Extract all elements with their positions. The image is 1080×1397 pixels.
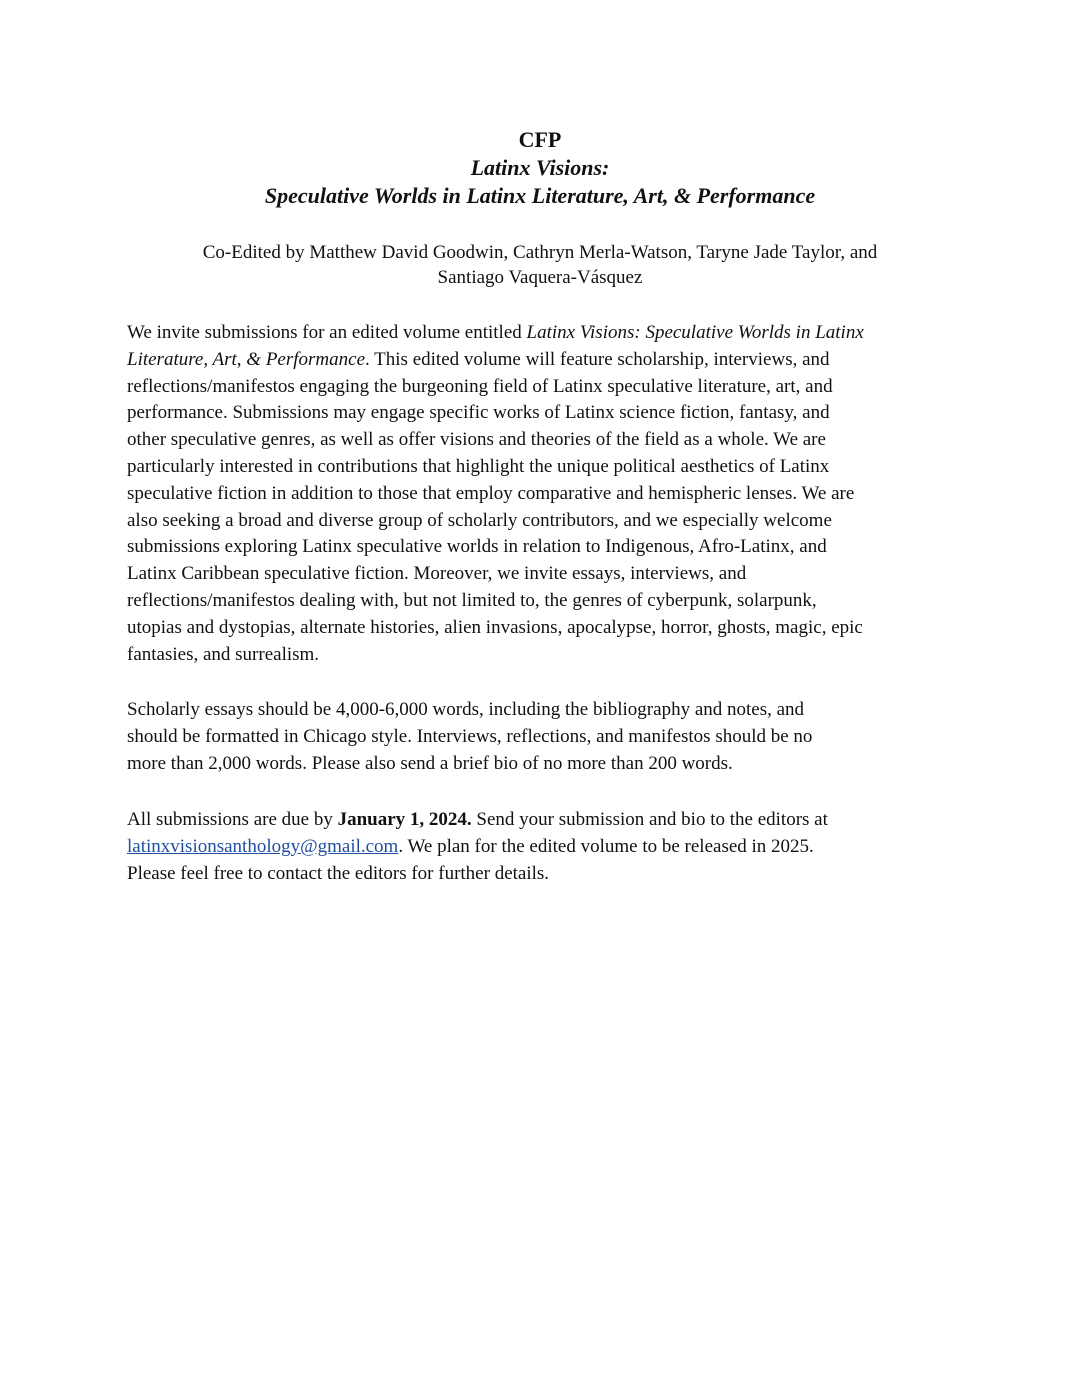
intro-line: speculative fiction in addition to those that employ comparative and hemispheric lenses. We are (127, 482, 855, 504)
intro-line: other speculative genres, as well as offer visions and theories of the field as a whole. We are (127, 429, 826, 451)
deadline-paragraph (127, 807, 967, 887)
editors-line-1: Co-Edited by Matthew David Goodwin, Cathryn Merla-Watson, Taryne Jade Taylor, and (202, 242, 878, 263)
guidelines-line: more than 2,000 words. Please also send a brief bio of no more than 200 words. (127, 752, 733, 774)
guidelines-line: Scholarly essays should be 4,000-6,000 words, including the bibliography and notes, and (127, 699, 805, 720)
deadline-text: Send your submission and bio to the editors at (471, 809, 828, 830)
intro-line: utopias and dystopias, alternate histories, alien invasions, apocalypse, horror, ghosts, magic, epic (127, 616, 863, 638)
volume-subtitle: Speculative Worlds in Latinx Literature, Art, & Performance (264, 183, 816, 208)
deadline-text: All submissions are due by (127, 809, 338, 830)
intro-line: submissions exploring Latinx speculative worlds in relation to Indigenous, Afro-Latinx, and (127, 536, 827, 558)
release-text: . We plan for the edited volume to be released in 2025. (398, 835, 814, 857)
deadline-line (127, 807, 967, 834)
intro-line: fantasies, and surrealism. (127, 643, 320, 665)
intro-title-italic: Latinx Visions: Speculative Worlds in Latinx (526, 322, 864, 343)
intro-line: also seeking a broad and diverse group of scholarly contributors, and we especially welcome (127, 509, 832, 531)
intro-line: reflections/manifestos engaging the burgeoning field of Latinx speculative literature, art, and (127, 375, 833, 397)
guidelines-line: should be formatted in Chicago style. Interviews, reflections, and manifestos should be no (127, 725, 813, 747)
intro-line (127, 320, 967, 347)
guidelines-paragraph (127, 697, 967, 777)
editors-line-2: Santiago Vaquera-Vásquez (437, 267, 643, 288)
intro-text: We invite submissions for an edited volume entitled (127, 322, 527, 343)
intro-text: . This edited volume will feature scholarship, interviews, and (365, 348, 830, 370)
intro-paragraph (127, 320, 967, 668)
intro-line (127, 347, 967, 374)
email-link[interactable]: latinxvisionsanthology@gmail.com (127, 835, 399, 857)
intro-line: reflections/manifestos dealing with, but not limited to, the genres of cyberpunk, solarpunk, (127, 589, 817, 611)
volume-title: Latinx Visions: (470, 155, 610, 180)
editors-line (0, 240, 1080, 290)
intro-line: particularly interested in contributions that highlight the unique political aesthetics of Latinx (127, 455, 830, 477)
cfp-label: CFP (518, 127, 562, 152)
deadline-line: Please feel free to contact the editors for further details. (127, 862, 550, 884)
deadline-date: January 1, 2024. (337, 809, 472, 830)
intro-line: performance. Submissions may engage specific works of Latinx science fiction, fantasy, and (127, 402, 830, 424)
deadline-line (127, 834, 967, 861)
intro-line: Latinx Caribbean speculative fiction. Moreover, we invite essays, interviews, and (127, 563, 747, 585)
intro-title-italic: Literature, Art, & Performance (127, 348, 366, 370)
